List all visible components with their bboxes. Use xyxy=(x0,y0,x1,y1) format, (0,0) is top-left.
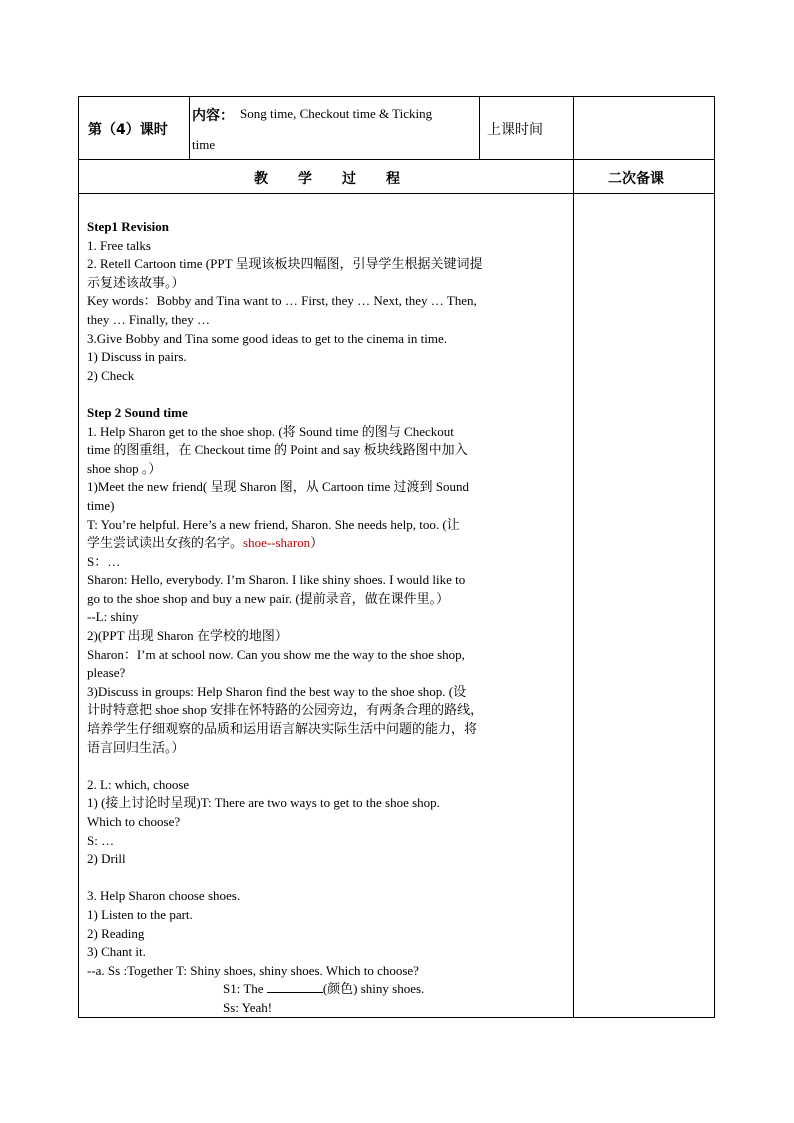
text-line: 学生尝试读出女孩的名字。shoe--sharon） xyxy=(87,535,324,551)
text-line: shoe shop 。） xyxy=(87,460,162,476)
text-line: time) xyxy=(87,497,115,513)
text-line: T: You’re helpful. Here’s a new friend, Sharon. She needs help, too. (让 xyxy=(87,516,460,532)
step2-title: Step 2 Sound time xyxy=(87,404,188,420)
text-line: S1: The (颜色) shiny shoes. xyxy=(223,981,425,997)
text-line: 培养学生仔细观察的品质和运用语言解决实际生活中问题的能力，将 xyxy=(87,721,478,737)
text-line: 1. Free talks xyxy=(87,237,151,253)
text-line: please? xyxy=(87,665,126,681)
class-time-label: 上课时间 xyxy=(487,122,543,138)
text-line: 2) Drill xyxy=(87,851,126,867)
text-line: they … Finally, they … xyxy=(87,311,211,327)
lesson-number-cell xyxy=(78,96,189,159)
text-line: 计时特意把 shoe shop 安排在怀特路的公园旁边，有两条合理的路线， xyxy=(87,702,484,718)
text-line: Ss: Yeah! xyxy=(223,999,273,1015)
content-line-2: time xyxy=(192,137,216,152)
class-time-label-cell xyxy=(479,96,573,159)
text-line: 1) Discuss in pairs. xyxy=(87,349,187,365)
text-line: 2. L: which, choose xyxy=(87,776,190,792)
second-prep-header-cell xyxy=(573,159,715,193)
step1-title: Step1 Revision xyxy=(87,219,169,234)
text-line: 1. Help Sharon get to the shoe shop. (将 Sound time 的图与 Checkout xyxy=(87,423,454,439)
text-line: 1) (接上讨论时呈现)T: There are two ways to get to the shoe shop. xyxy=(87,795,440,811)
text-line: --a. Ss :Together T: Shiny shoes, shiny shoes. Which to choose? xyxy=(87,962,419,978)
lesson-plan-table xyxy=(78,96,715,1018)
text-line: --L: shiny xyxy=(87,609,139,625)
text-line: S：… xyxy=(87,553,121,569)
class-time-value-cell xyxy=(573,96,715,159)
text-line: 1)Meet the new friend( 呈现 Sharon 图，从 Cartoon time 过渡到 Sound xyxy=(87,479,469,495)
text-line: 3.Give Bobby and Tina some good ideas to get to the cinema in time. xyxy=(87,330,447,346)
process-text xyxy=(87,218,567,1018)
fill-blank xyxy=(267,981,323,993)
text-line: 3. Help Sharon choose shoes. xyxy=(87,888,241,904)
text-line: Key words：Bobby and Tina want to … First, they … Next, they … Then, xyxy=(87,293,477,309)
text-line: 3)Discuss in groups: Help Sharon find the best way to the shoe shop. (设 xyxy=(87,683,467,699)
content-cell xyxy=(189,96,479,159)
text-line: 2) Check xyxy=(87,367,135,383)
process-title: 教 学 过 程 xyxy=(254,171,408,187)
text-line: S: … xyxy=(87,832,115,848)
text-line: time 的图重组，在 Checkout time 的 Point and say 板块线路图中加入 xyxy=(87,442,468,458)
text-line: Sharon: Hello, everybody. I’m Sharon. I like shiny shoes. I would like to xyxy=(87,572,466,588)
text-line: Sharon：I’m at school now. Can you show me the way to the shoe shop, xyxy=(87,646,465,662)
text-line: 3) Chant it. xyxy=(87,944,146,960)
process-header-cell xyxy=(78,159,573,193)
text-line: 2) Reading xyxy=(87,925,145,941)
text-line: go to the shoe shop and buy a new pair. (提前录音，做在课件里。） xyxy=(87,590,450,606)
text-line: 2)(PPT 出现 Sharon 在学校的地图） xyxy=(87,628,288,644)
content-label: 内容： xyxy=(192,108,234,124)
name-hint: shoe--sharon xyxy=(243,535,311,551)
text-line: 1) Listen to the part. xyxy=(87,906,193,922)
process-body-cell xyxy=(78,193,573,1018)
content-line-1: Song time, Checkout time & Ticking xyxy=(240,106,433,121)
lesson-number: 第（4）课时 xyxy=(88,122,168,138)
text-line: 2. Retell Cartoon time (PPT 呈现该板块四幅图，引导学生根据关键词提 xyxy=(87,256,483,272)
text-line: 示复述该故事。） xyxy=(87,274,185,290)
second-prep-body-cell xyxy=(573,193,715,1018)
second-prep-title: 二次备课 xyxy=(608,171,664,187)
text-line: 语言回归生活。） xyxy=(87,739,185,755)
text-line: Which to choose? xyxy=(87,814,181,829)
